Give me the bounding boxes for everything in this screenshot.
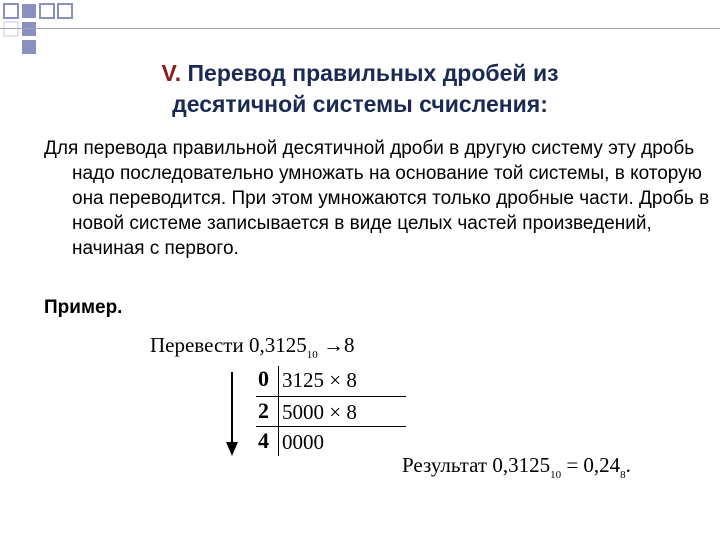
example-head-arrow: →8 xyxy=(322,333,355,357)
corner-decoration xyxy=(0,0,720,60)
decorative-squares-icon xyxy=(0,0,720,60)
result-digit-2: 2 xyxy=(258,398,269,423)
title-line-1: Перевод правильных дробей из xyxy=(187,60,559,86)
row-expression-3: 0000 xyxy=(282,430,324,454)
example-head-base: 10 xyxy=(306,349,318,361)
example-head-word: Перевести xyxy=(150,333,244,357)
result-word: Результат xyxy=(402,453,488,477)
rule-paragraph: Для перевода правильной десятичной дроби в другую систему эту дробь надо последовательно умножать на основание той системы, в которую она переводится. При этом умножаются только дробные части. Дробь в новой системе записывается в виде целых частей произведений, начиная с первого. xyxy=(44,138,710,259)
multiplication-table xyxy=(200,360,420,460)
example-result xyxy=(402,453,631,481)
result-digit-1: 0 xyxy=(258,366,269,391)
row-divider-2 xyxy=(256,426,406,427)
result-source-base: 10 xyxy=(550,469,562,481)
row-divider-1 xyxy=(256,396,406,397)
slide-title xyxy=(90,58,630,120)
example-header xyxy=(150,333,354,361)
title-number: V. xyxy=(161,60,182,86)
example-label: Пример. xyxy=(44,297,123,318)
row-expression-2: 5000 × 8 xyxy=(282,400,357,424)
result-digit-3: 4 xyxy=(258,428,269,453)
table-divider-vertical xyxy=(278,366,279,456)
example-head-number: 0,3125 xyxy=(248,333,307,357)
result-source-number: 0,3125 xyxy=(492,453,551,477)
row-expression-1: 3125 × 8 xyxy=(282,368,357,392)
title-line-2: десятичной системы счисления: xyxy=(172,91,548,117)
result-equals: = 0,24 xyxy=(566,453,621,477)
result-end: . xyxy=(625,453,631,477)
result-target-base: 8 xyxy=(620,469,626,481)
down-arrow-icon xyxy=(226,372,238,456)
